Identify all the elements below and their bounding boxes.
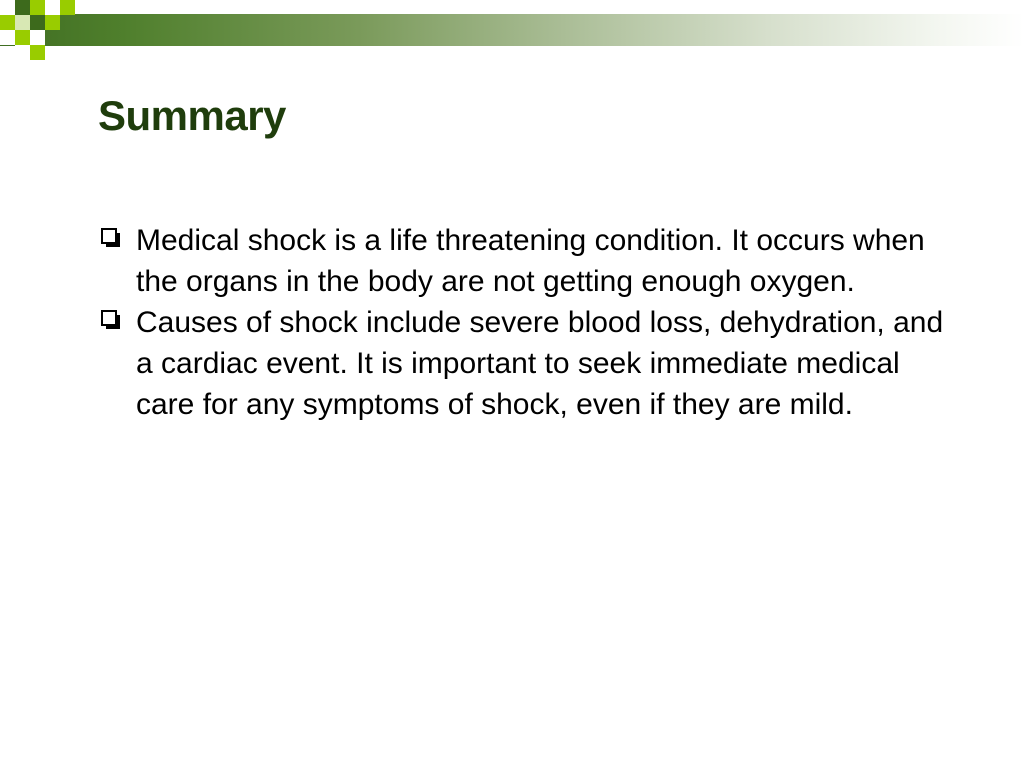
decor-square (60, 0, 75, 15)
decor-square (0, 0, 15, 15)
decor-square (0, 15, 15, 30)
decor-square (30, 30, 45, 45)
bullet-list (100, 220, 960, 425)
decor-square (45, 15, 60, 30)
decor-square (30, 15, 45, 30)
bullet-text: Medical shock is a life threatening condition. It occurs when the organs in the body are not getting enough oxygen. (136, 224, 925, 298)
decor-square (45, 0, 60, 15)
decor-square (15, 45, 30, 60)
checkbox-square-icon (101, 228, 121, 248)
slide-title: Summary (98, 92, 286, 139)
decor-square (15, 0, 30, 15)
decor-square (15, 30, 30, 45)
decor-square (30, 45, 45, 60)
bullet-item (100, 302, 960, 425)
decor-square (30, 0, 45, 15)
header-decoration-band (0, 14, 1024, 46)
decor-square (15, 15, 30, 30)
bullet-item (100, 220, 960, 302)
bullet-text: Causes of shock include severe blood loss, dehydration, and a cardiac event. It is important to seek immediate medical care for any symptoms of shock, even if they are mild. (136, 306, 944, 421)
corner-squares-decoration (0, 0, 80, 62)
checkbox-square-icon (101, 310, 121, 330)
decor-square (0, 30, 15, 45)
